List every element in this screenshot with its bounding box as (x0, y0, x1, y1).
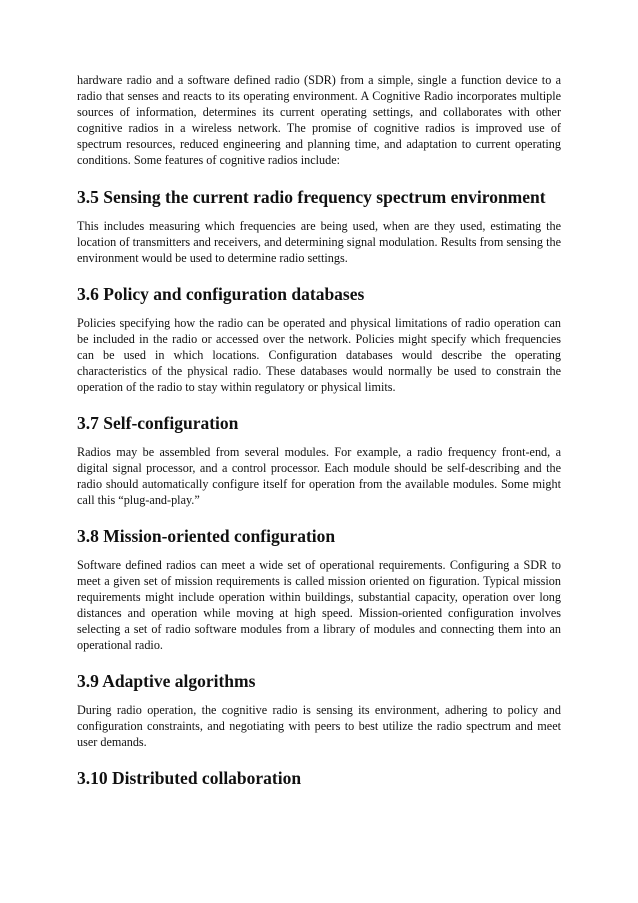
section-heading: 3.5 Sensing the current radio frequency spectrum environment (77, 187, 546, 207)
section-body: Policies specifying how the radio can be operated and physical limitations of radio operation can be included in the radio or accessed over the network. Policies might specify which frequencies can be used in which locations. Configuration databases would describe the operating characteristics of the physical radio. These databases would normally be used to constrain the operation of the radio to stay within regulatory or physical limits. (77, 316, 561, 394)
section-distributed-collaboration (77, 767, 561, 789)
section-sensing (77, 186, 561, 266)
section-heading: 3.8 Mission-oriented configuration (77, 526, 336, 546)
section-heading: 3.7 Self-configuration (77, 413, 239, 433)
section-mission-configuration (77, 525, 561, 653)
section-adaptive-algorithms (77, 670, 561, 750)
section-body: This includes measuring which frequencies are being used, when are they used, estimating the location of transmitters and receivers, and determining signal modulation. Results from sensing the environment would be used to determine radio settings. (77, 219, 561, 265)
section-body: Radios may be assembled from several modules. For example, a radio frequency front-end, a digital signal processor, and a control processor. Each module should be self-describing and the radio should automatically configure itself for operation from the available modules. Some might call this “plug-and-play.” (77, 445, 561, 507)
section-heading: 3.10 Distributed collaboration (77, 768, 302, 788)
section-policy-databases (77, 283, 561, 395)
section-heading: 3.6 Policy and configuration databases (77, 284, 365, 304)
section-body: Software defined radios can meet a wide set of operational requirements. Configuring a SDR to meet a given set of mission requirements is called mission oriented on figuration. Typical mission requirements might include operation within buildings, substantial capacity, operation over long distances and operation while moving at high speed. Mission-oriented configuration involves selecting a set of radio software modules from a library of modules and connecting them into an operational radio. (77, 558, 561, 652)
intro-paragraph: hardware radio and a software defined radio (SDR) from a simple, single a function device to a radio that senses and reacts to its operating environment. A Cognitive Radio incorporates multiple sources of information, determines its current operating settings, and collaborates with other cognitive radios in a wireless network. The promise of cognitive radios is improved use of spectrum resources, reduced engineering and planning time, and adaptation to current operating conditions. Some features of cognitive radios include: (77, 73, 561, 167)
section-self-configuration (77, 412, 561, 508)
section-body: During radio operation, the cognitive radio is sensing its environment, adhering to policy and configuration constraints, and negotiating with peers to best utilize the radio spectrum and meet user demands. (77, 703, 561, 749)
section-heading: 3.9 Adaptive algorithms (77, 671, 256, 691)
